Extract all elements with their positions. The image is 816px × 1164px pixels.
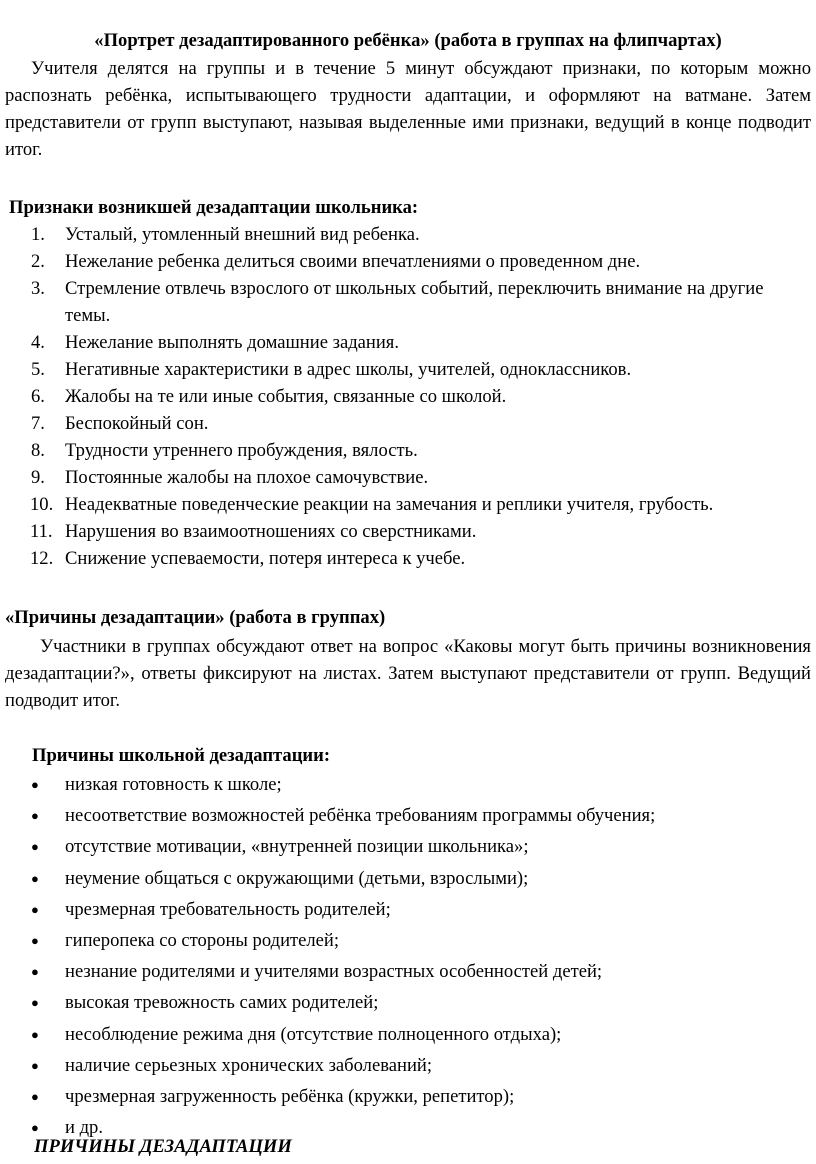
sign-item	[0, 437, 785, 464]
sign-text: Трудности утреннего пробуждения, вялость.	[65, 440, 418, 461]
sign-number: 4.	[31, 332, 45, 353]
cause-item	[0, 833, 816, 864]
cause-text: несоответствие возможностей ребёнка требованиям программы обучения;	[65, 805, 656, 827]
sign-text: Стремление отвлечь взрослого от школьных событий, переключить внимание на другие темы.	[65, 278, 764, 326]
cause-text: незнание родителями и учителями возрастных особенностей детей;	[65, 961, 603, 983]
sign-item	[0, 464, 785, 491]
sign-number: 7.	[31, 413, 45, 434]
sign-text: Жалобы на те или иные события, связанные со школой.	[65, 386, 507, 407]
sign-number: 5.	[31, 359, 45, 380]
cause-text: низкая готовность к школе;	[65, 774, 282, 795]
cause-text: отсутствие мотивации, «внутренней позиции школьника»;	[65, 836, 529, 858]
cause-item	[0, 896, 816, 927]
sign-text: Снижение успеваемости, потеря интереса к учебе.	[65, 548, 466, 569]
sign-item	[0, 248, 785, 275]
signs-list	[0, 221, 816, 572]
cause-text: наличие серьезных хронических заболеваний;	[65, 1054, 433, 1076]
bullet-icon: ●	[31, 1026, 39, 1042]
sign-number: 3.	[31, 278, 45, 299]
bullet-icon: ●	[31, 995, 39, 1011]
cause-item	[0, 802, 816, 833]
sign-text: Нежелание ребенка делиться своими впечатлениями о проведенном дне.	[65, 251, 641, 272]
cause-item	[0, 1021, 816, 1052]
cause-item	[0, 1083, 816, 1114]
sign-text: Негативные характеристики в адрес школы, учителей, одноклассников.	[65, 359, 632, 380]
cause-item	[0, 927, 816, 958]
sign-number: 6.	[31, 386, 45, 407]
bullet-icon: ●	[31, 870, 39, 886]
bullet-icon: ●	[31, 932, 39, 948]
sign-number: 1.	[31, 224, 45, 245]
sign-number: 11.	[30, 521, 53, 542]
sign-text: Беспокойный сон.	[65, 413, 209, 434]
cause-text: высокая тревожность самих родителей;	[65, 992, 379, 1014]
cause-item	[0, 958, 816, 989]
intro-paragraph: Учителя делятся на группы и в течение 5 минут обсуждают признаки, по которым можно распознать ребёнка, испытывающего трудности адаптации, и оформляют на ватмане. Затем представители от групп выступают, называя выделенные ими признаки, ведущий в конце подводит итог.	[5, 58, 811, 160]
sign-text: Нежелание выполнять домашние задания.	[65, 332, 400, 353]
cause-text: несоблюдение режима дня (отсутствие полноценного отдыха);	[65, 1023, 562, 1045]
sign-item	[0, 518, 785, 545]
sign-number: 8.	[31, 440, 45, 461]
cause-text: гиперопека со стороны родителей;	[65, 929, 340, 951]
sign-item	[0, 383, 785, 410]
bullet-icon: ●	[31, 777, 39, 792]
bullet-icon: ●	[31, 839, 39, 855]
causes-work-paragraph: Участники в группах обсуждают ответ на вопрос «Каковы могут быть причины возникновения дезадаптации?», ответы фиксируют на листах. Затем выступают представители от групп. Ведущий подводит итог.	[5, 636, 811, 711]
sign-text: Усталый, утомленный внешний вид ребенка.	[65, 224, 420, 245]
causes-list	[0, 771, 816, 1145]
causes-work-heading: «Причины дезадаптации» (работа в группах)	[5, 607, 386, 628]
sign-item	[0, 356, 785, 383]
sign-number: 2.	[31, 251, 45, 272]
cause-text: и др.	[65, 1117, 104, 1139]
cause-item	[0, 989, 816, 1020]
sign-item	[0, 410, 785, 437]
sign-item	[0, 491, 785, 518]
causes-heading: Причины школьной дезадаптации:	[32, 745, 331, 766]
cause-text: неумение общаться с окружающими (детьми, взрослыми);	[65, 867, 529, 889]
cause-item	[0, 771, 816, 802]
final-heading: ПРИЧИНЫ ДЕЗАДАПТАЦИИ	[34, 1136, 292, 1157]
sign-number: 12.	[30, 548, 54, 569]
sign-text: Нарушения во взаимоотношениях со сверстниками.	[65, 521, 477, 542]
bullet-icon: ●	[31, 808, 39, 824]
sign-item	[0, 275, 785, 329]
sign-item	[0, 221, 785, 248]
cause-text: чрезмерная требовательность родителей;	[65, 898, 391, 920]
sign-number: 9.	[31, 467, 45, 488]
signs-heading: Признаки возникшей дезадаптации школьника:	[9, 197, 419, 218]
bullet-icon: ●	[31, 1057, 39, 1073]
bullet-icon: ●	[31, 1120, 39, 1136]
cause-item	[0, 865, 816, 896]
cause-item	[0, 1052, 816, 1083]
cause-text: чрезмерная загруженность ребёнка (кружки, репетитор);	[65, 1085, 515, 1107]
bullet-icon: ●	[31, 901, 39, 917]
sign-text: Постоянные жалобы на плохое самочувствие.	[65, 467, 429, 488]
sign-number: 10.	[30, 494, 54, 515]
sign-item	[0, 545, 785, 572]
sign-item	[0, 329, 785, 356]
bullet-icon: ●	[31, 964, 39, 980]
sign-text: Неадекватные поведенческие реакции на замечания и реплики учителя, грубость.	[65, 494, 714, 515]
document-title: «Портрет дезадаптированного ребёнка» (работа в группах на флипчартах)	[94, 30, 722, 51]
bullet-icon: ●	[31, 1088, 39, 1104]
